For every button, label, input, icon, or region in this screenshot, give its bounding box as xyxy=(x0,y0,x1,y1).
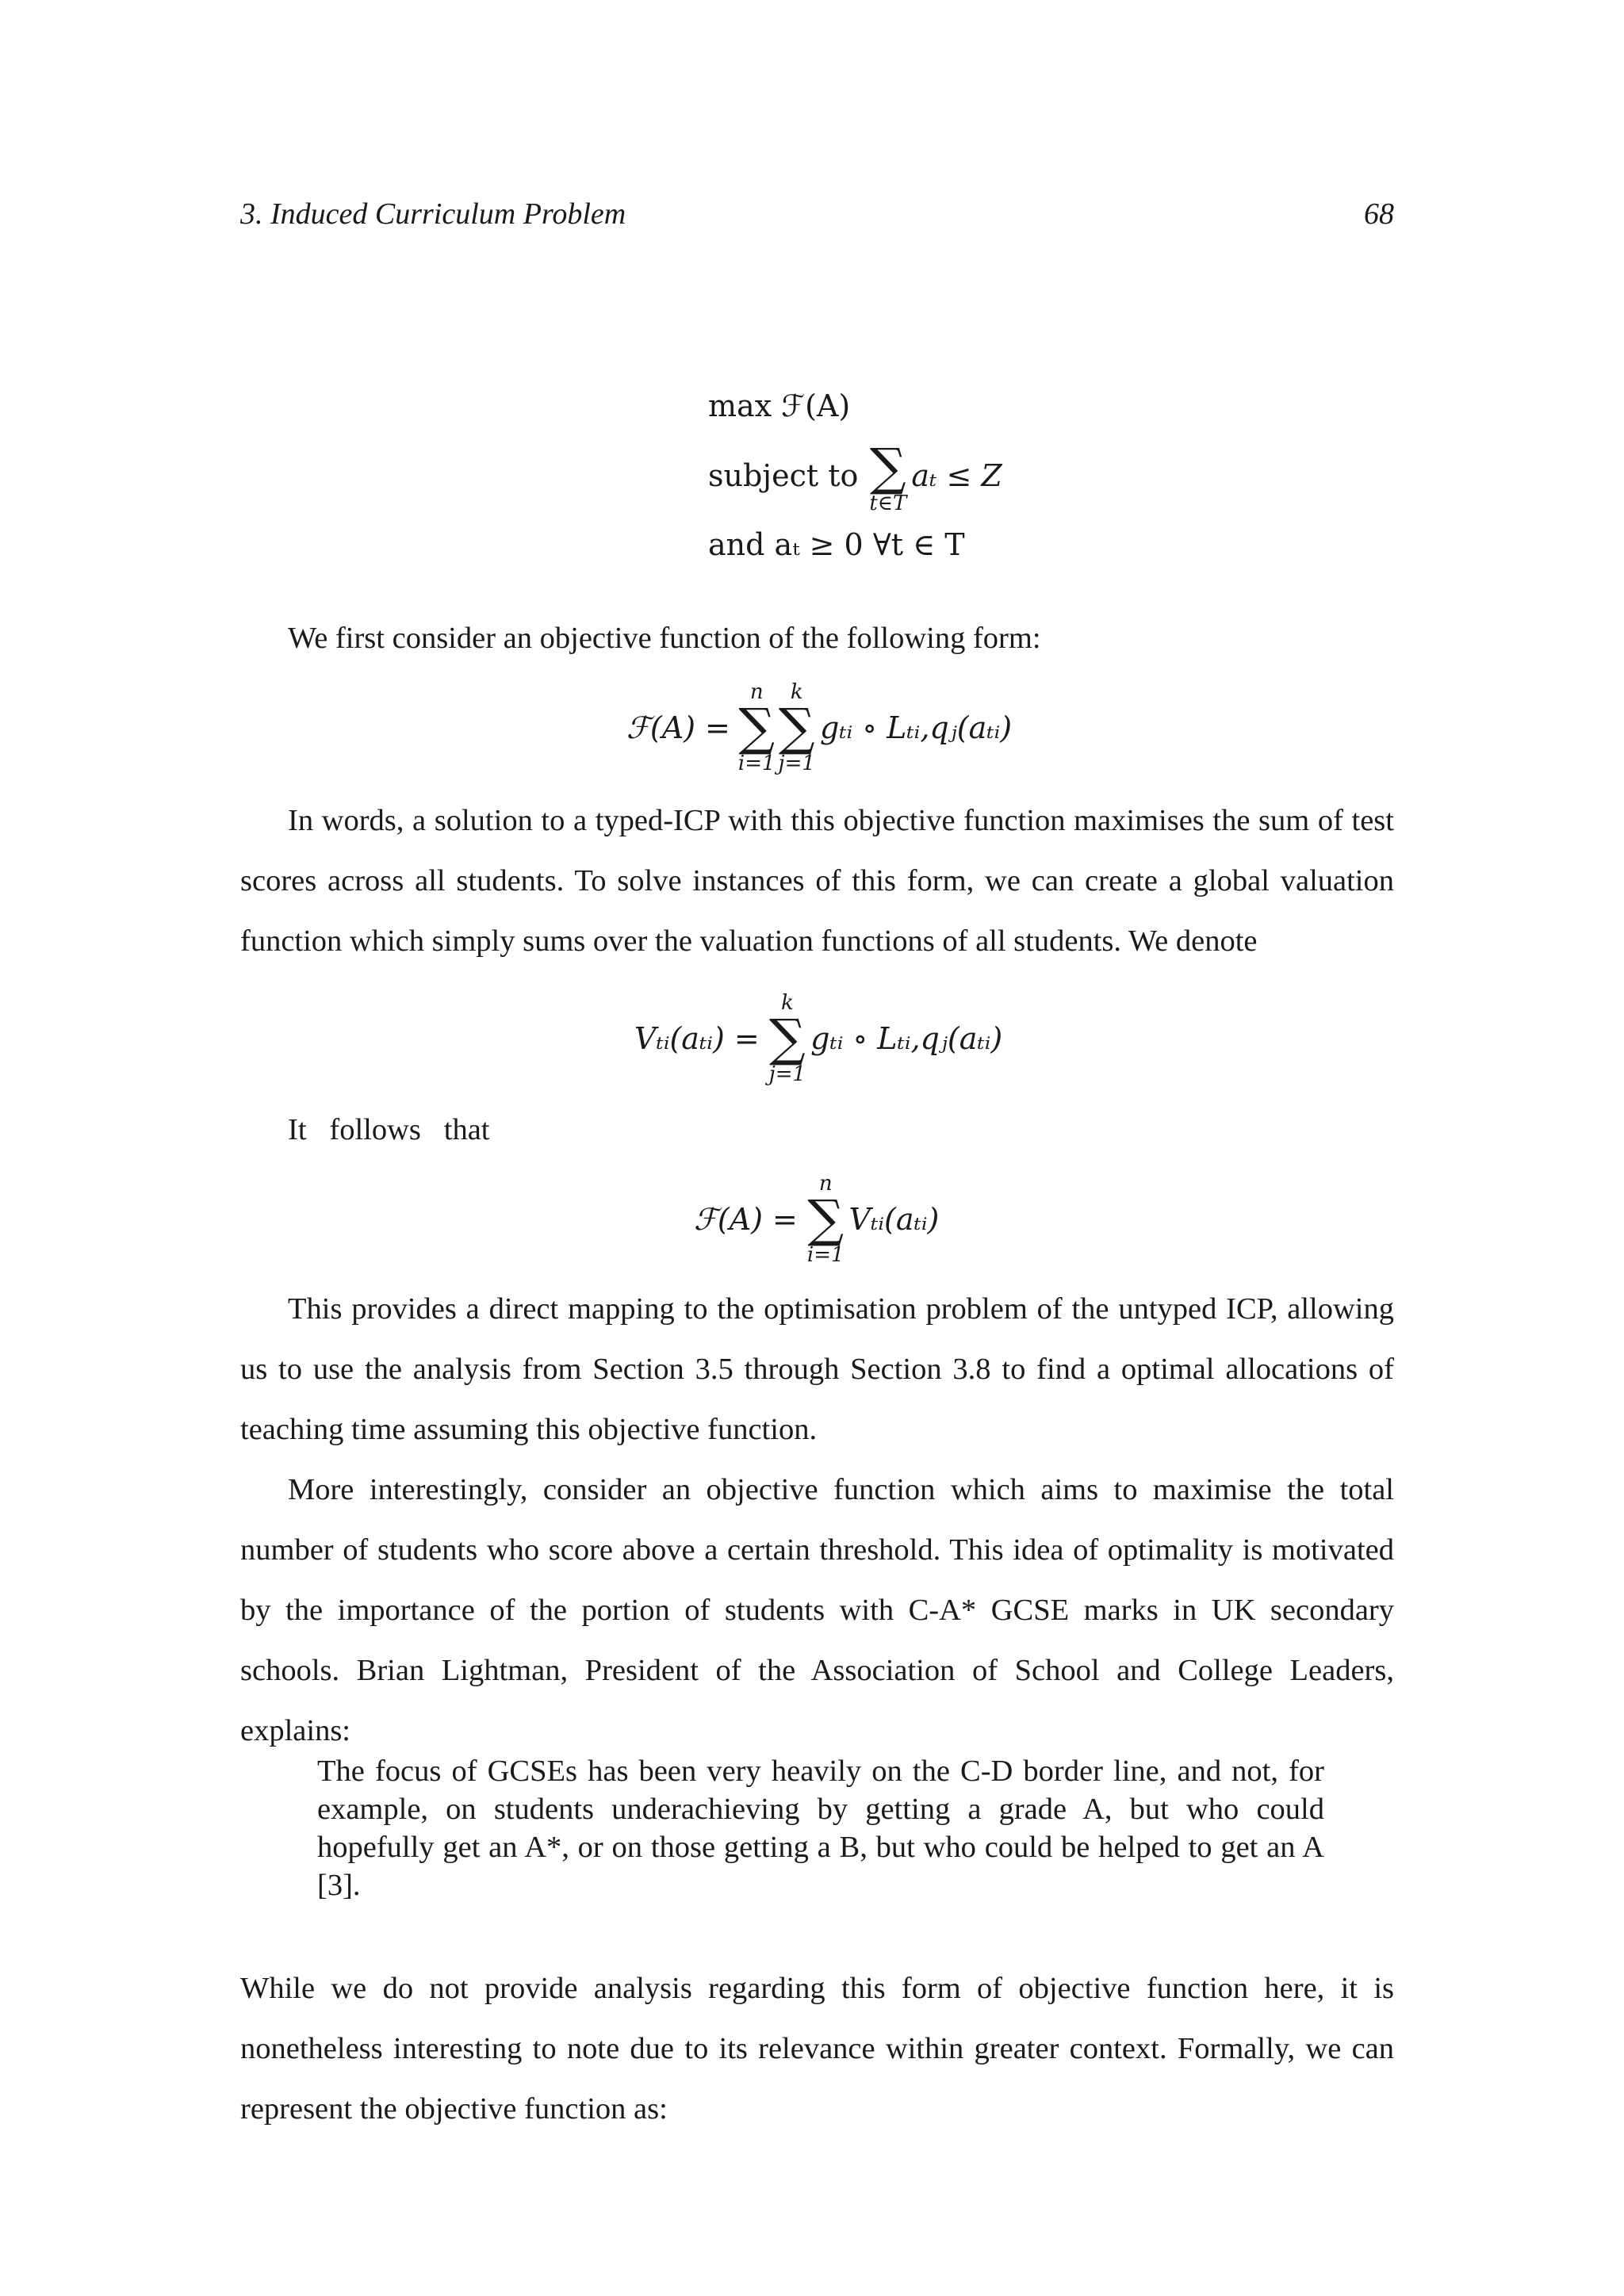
opt-nonneg-line: and aₜ ≥ 0 ∀t ∈ T xyxy=(708,527,965,562)
eq2-sum-lower: j=1 xyxy=(768,1062,806,1086)
paragraph-it-follows xyxy=(240,1100,1394,1160)
paragraph-final xyxy=(240,1958,1394,2139)
eq1-sum-j-lower: j=1 xyxy=(778,752,815,775)
eq1-sum-i-upper: n xyxy=(749,680,764,704)
eq3-sum-i: n ∑ i=1 xyxy=(806,1172,845,1267)
paragraph-3: It follows that xyxy=(288,1113,490,1146)
eq2-sum-j: k ∑ j=1 xyxy=(768,991,806,1086)
paragraph-block-main xyxy=(240,1279,1394,1761)
eq1-rhs: gₜᵢ ∘ Lₜᵢ,qⱼ(aₜᵢ) xyxy=(819,710,1013,745)
equation-3 xyxy=(694,1172,939,1267)
eq1-sum-i-lower: i=1 xyxy=(737,752,776,775)
paragraph-typed-icp xyxy=(240,790,1394,971)
opt-constraint xyxy=(708,438,1002,515)
opt-constraint-tail: aₜ ≤ Z xyxy=(911,458,1002,493)
sum-symbol-constraint: ∑ t∈T xyxy=(869,438,907,515)
equation-2 xyxy=(634,991,1002,1086)
eq2-sum-upper: k xyxy=(781,991,794,1015)
eq2-rhs: gₜᵢ ∘ Lₜᵢ,qⱼ(aₜᵢ) xyxy=(810,1021,1003,1056)
paragraph-1: We first consider an objective function of the following form: xyxy=(288,622,1041,655)
page-number: 68 xyxy=(1364,197,1394,231)
block-quote: The focus of GCSEs has been very heavily on the C-D border line, and not, for example, on students underachieving by getting a grade A, but who could hopefully get an A*, or on those getting a B, but who could be helped to get an A [3]. xyxy=(317,1755,1324,1902)
paragraph-2: In words, a solution to a typed-ICP with this objective function maximises the sum of test scores across all students. To solve instances of this form, we can create a global valuation function which simply sums over the valuation functions of all students. We denote xyxy=(240,804,1394,958)
eq3-sum-upper: n xyxy=(818,1172,833,1196)
paragraph-intro xyxy=(240,608,1394,668)
eq3-rhs: Vₜᵢ(aₜᵢ) xyxy=(848,1202,940,1237)
paragraph-5: More interestingly, consider an objective function which aims to maximise the total number of students who score above a certain threshold. This idea of optimality is motivated by the importance of the portion of students with C-A* GCSE marks in UK secondary schools. Brian Lightman, President of the Association of School and College Leaders, explains: xyxy=(240,1473,1394,1747)
sum-lower-constraint: t∈T xyxy=(869,492,907,515)
eq3-lhs: ℱ(A) = xyxy=(694,1202,798,1237)
eq1-sum-j-upper: k xyxy=(790,680,803,704)
paragraph-6: While we do not provide analysis regarding this form of objective function here, it is nonetheless interesting to note due to its relevance within greater context. Formally, we can represent the objective function as: xyxy=(240,1972,1394,2126)
paragraph-4: This provides a direct mapping to the optimisation problem of the untyped ICP, allowing us to use the analysis from Section 3.5 through Section 3.8 to find a optimal allocations of teaching time assuming this objective function. xyxy=(240,1292,1394,1446)
eq1-sum-i: n ∑ i=1 xyxy=(737,680,776,775)
running-header-chapter: 3. Induced Curriculum Problem xyxy=(240,197,626,231)
equation-1 xyxy=(626,680,1012,775)
eq1-sum-j: k ∑ j=1 xyxy=(778,680,815,775)
eq1-lhs: ℱ(A) = xyxy=(626,710,730,745)
opt-max-line: max ℱ(A) xyxy=(708,388,851,423)
eq3-sum-lower: i=1 xyxy=(806,1243,845,1267)
opt-subject-to: subject to xyxy=(708,458,859,493)
eq2-lhs: Vₜᵢ(aₜᵢ) = xyxy=(634,1021,760,1056)
